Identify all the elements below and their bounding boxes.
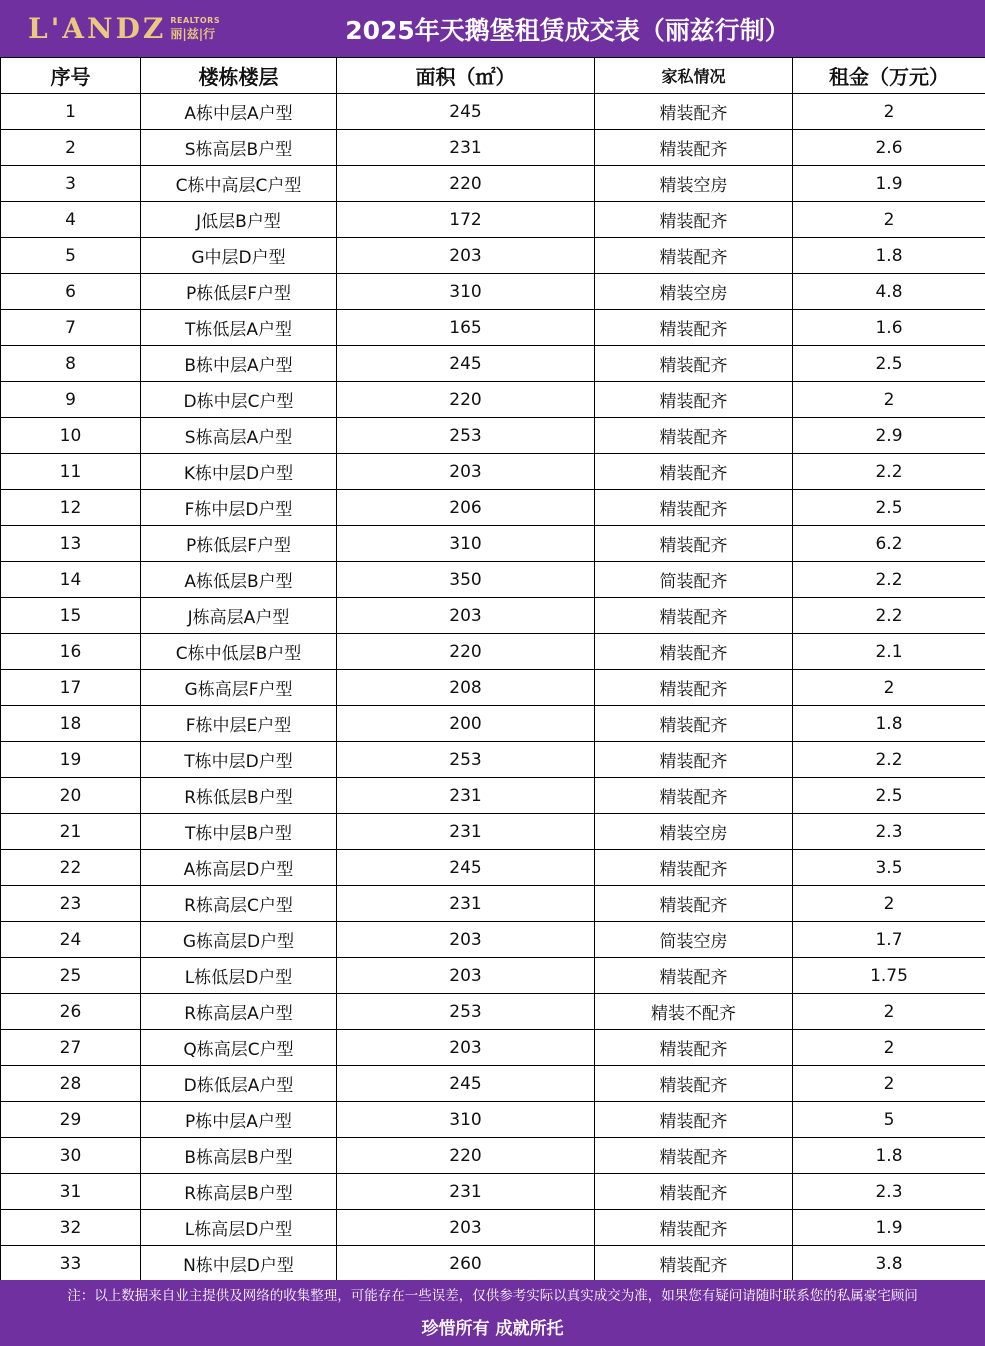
cell-index: 16	[1, 634, 141, 670]
cell-building-floor: P栋低层F户型	[141, 274, 337, 310]
cell-building-floor: R栋低层B户型	[141, 778, 337, 814]
cell-furnishing: 精装配齐	[595, 130, 793, 166]
table-row	[1, 742, 985, 778]
col-header-area: 面积（㎡）	[337, 58, 595, 94]
cell-area: 245	[337, 94, 595, 130]
cell-index: 22	[1, 850, 141, 886]
cell-rent: 3.8	[793, 1246, 985, 1282]
cell-index: 13	[1, 526, 141, 562]
cell-area: 310	[337, 1102, 595, 1138]
cell-area: 231	[337, 886, 595, 922]
cell-index: 29	[1, 1102, 141, 1138]
cell-rent: 2	[793, 886, 985, 922]
cell-building-floor: F栋中层E户型	[141, 706, 337, 742]
cell-rent: 1.8	[793, 238, 985, 274]
cell-furnishing: 精装配齐	[595, 310, 793, 346]
cell-rent: 2.3	[793, 1174, 985, 1210]
cell-furnishing: 精装配齐	[595, 670, 793, 706]
cell-index: 27	[1, 1030, 141, 1066]
cell-rent: 2.5	[793, 778, 985, 814]
cell-building-floor: D栋低层A户型	[141, 1066, 337, 1102]
cell-area: 203	[337, 238, 595, 274]
cell-area: 231	[337, 814, 595, 850]
col-header-index: 序号	[1, 58, 141, 94]
cell-building-floor: S栋高层A户型	[141, 418, 337, 454]
logo-realtors: REALTORS	[170, 15, 221, 25]
cell-index: 19	[1, 742, 141, 778]
cell-area: 220	[337, 382, 595, 418]
cell-index: 26	[1, 994, 141, 1030]
table-row	[1, 1174, 985, 1210]
cell-building-floor: L栋低层D户型	[141, 958, 337, 994]
cell-building-floor: C栋中低层B户型	[141, 634, 337, 670]
cell-furnishing: 精装配齐	[595, 202, 793, 238]
table-row	[1, 454, 985, 490]
cell-index: 15	[1, 598, 141, 634]
cell-index: 10	[1, 418, 141, 454]
cell-furnishing: 精装配齐	[595, 958, 793, 994]
cell-furnishing: 精装配齐	[595, 886, 793, 922]
cell-area: 203	[337, 922, 595, 958]
cell-area: 206	[337, 490, 595, 526]
cell-index: 31	[1, 1174, 141, 1210]
cell-area: 260	[337, 1246, 595, 1282]
cell-index: 7	[1, 310, 141, 346]
cell-index: 9	[1, 382, 141, 418]
page-title: 2025年天鹅堡租赁成交表（丽兹行制）	[345, 15, 790, 45]
cell-furnishing: 精装配齐	[595, 382, 793, 418]
cell-area: 172	[337, 202, 595, 238]
table-row	[1, 202, 985, 238]
table-row	[1, 382, 985, 418]
cell-rent: 2.2	[793, 562, 985, 598]
cell-building-floor: B栋高层B户型	[141, 1138, 337, 1174]
table-row	[1, 634, 985, 670]
cell-furnishing: 精装配齐	[595, 1138, 793, 1174]
cell-furnishing: 精装配齐	[595, 490, 793, 526]
cell-building-floor: J低层B户型	[141, 202, 337, 238]
cell-building-floor: Q栋高层C户型	[141, 1030, 337, 1066]
cell-rent: 2	[793, 382, 985, 418]
cell-rent: 1.6	[793, 310, 985, 346]
table-body	[1, 94, 985, 1282]
cell-area: 231	[337, 130, 595, 166]
cell-area: 203	[337, 1030, 595, 1066]
cell-index: 21	[1, 814, 141, 850]
cell-area: 208	[337, 670, 595, 706]
cell-furnishing: 精装配齐	[595, 742, 793, 778]
cell-index: 33	[1, 1246, 141, 1282]
cell-building-floor: G栋高层F户型	[141, 670, 337, 706]
cell-rent: 4.8	[793, 274, 985, 310]
cell-area: 245	[337, 1066, 595, 1102]
table-row	[1, 1066, 985, 1102]
cell-building-floor: F栋中层D户型	[141, 490, 337, 526]
cell-building-floor: P栋中层A户型	[141, 1102, 337, 1138]
table-row	[1, 94, 985, 130]
cell-furnishing: 精装配齐	[595, 94, 793, 130]
cell-area: 231	[337, 1174, 595, 1210]
table-row	[1, 1138, 985, 1174]
cell-rent: 1.8	[793, 1138, 985, 1174]
cell-furnishing: 简装空房	[595, 922, 793, 958]
table-row	[1, 886, 985, 922]
cell-rent: 1.75	[793, 958, 985, 994]
cell-index: 1	[1, 94, 141, 130]
table-row	[1, 958, 985, 994]
cell-area: 245	[337, 850, 595, 886]
table-row	[1, 130, 985, 166]
cell-rent: 2	[793, 202, 985, 238]
slogan: 珍惜所有 成就所托	[421, 1319, 564, 1339]
cell-building-floor: T栋中层D户型	[141, 742, 337, 778]
cell-building-floor: G中层D户型	[141, 238, 337, 274]
cell-furnishing: 精装配齐	[595, 706, 793, 742]
cell-index: 14	[1, 562, 141, 598]
cell-area: 350	[337, 562, 595, 598]
table-row	[1, 274, 985, 310]
cell-furnishing: 精装配齐	[595, 1174, 793, 1210]
table-row	[1, 1246, 985, 1282]
cell-building-floor: R栋高层A户型	[141, 994, 337, 1030]
table-row	[1, 562, 985, 598]
cell-rent: 2.5	[793, 490, 985, 526]
cell-rent: 1.7	[793, 922, 985, 958]
cell-building-floor: B栋中层A户型	[141, 346, 337, 382]
cell-rent: 1.8	[793, 706, 985, 742]
cell-area: 253	[337, 994, 595, 1030]
cell-rent: 2.1	[793, 634, 985, 670]
logo-wordmark: L'ANDZ	[28, 11, 167, 45]
col-header-rent: 租金（万元）	[793, 58, 985, 94]
cell-rent: 3.5	[793, 850, 985, 886]
cell-furnishing: 精装配齐	[595, 634, 793, 670]
cell-rent: 2	[793, 994, 985, 1030]
cell-building-floor: G栋高层D户型	[141, 922, 337, 958]
cell-index: 30	[1, 1138, 141, 1174]
cell-index: 17	[1, 670, 141, 706]
cell-area: 203	[337, 958, 595, 994]
table-row	[1, 1102, 985, 1138]
footer-bar	[0, 1280, 985, 1346]
logo-chinese: 丽|兹|行	[170, 26, 216, 41]
disclaimer-note: 注：以上数据来自业主提供及网络的收集整理，可能存在一些误差，仅供参考实际以真实成交为准，如果您有疑问请随时联系您的私属豪宅顾问	[67, 1288, 918, 1304]
cell-index: 25	[1, 958, 141, 994]
cell-rent: 2.6	[793, 130, 985, 166]
cell-index: 20	[1, 778, 141, 814]
cell-building-floor: T栋低层A户型	[141, 310, 337, 346]
cell-building-floor: R栋高层C户型	[141, 886, 337, 922]
rental-table	[0, 57, 985, 1282]
cell-area: 200	[337, 706, 595, 742]
cell-building-floor: K栋中层D户型	[141, 454, 337, 490]
cell-area: 231	[337, 778, 595, 814]
header-bar	[0, 0, 985, 57]
cell-furnishing: 精装配齐	[595, 1210, 793, 1246]
cell-furnishing: 精装空房	[595, 814, 793, 850]
table-row	[1, 922, 985, 958]
table-row	[1, 166, 985, 202]
table-row	[1, 238, 985, 274]
cell-index: 24	[1, 922, 141, 958]
cell-furnishing: 精装配齐	[595, 418, 793, 454]
table-row	[1, 850, 985, 886]
cell-building-floor: J栋高层A户型	[141, 598, 337, 634]
cell-index: 6	[1, 274, 141, 310]
table-row	[1, 1210, 985, 1246]
table-row	[1, 490, 985, 526]
cell-furnishing: 精装配齐	[595, 778, 793, 814]
table-row	[1, 670, 985, 706]
table-row	[1, 310, 985, 346]
cell-rent: 2.3	[793, 814, 985, 850]
cell-area: 245	[337, 346, 595, 382]
cell-rent: 5	[793, 1102, 985, 1138]
table-row	[1, 778, 985, 814]
cell-index: 23	[1, 886, 141, 922]
cell-rent: 2.5	[793, 346, 985, 382]
cell-building-floor: R栋高层B户型	[141, 1174, 337, 1210]
table-header-row	[1, 58, 985, 94]
cell-rent: 2.2	[793, 742, 985, 778]
cell-building-floor: C栋中高层C户型	[141, 166, 337, 202]
cell-index: 4	[1, 202, 141, 238]
logo-side	[170, 17, 220, 40]
table-row	[1, 526, 985, 562]
cell-area: 165	[337, 310, 595, 346]
cell-building-floor: N栋中层D户型	[141, 1246, 337, 1282]
cell-area: 253	[337, 742, 595, 778]
table-row	[1, 814, 985, 850]
cell-furnishing: 简装配齐	[595, 562, 793, 598]
cell-furnishing: 精装配齐	[595, 1066, 793, 1102]
cell-furnishing: 精装空房	[595, 166, 793, 202]
cell-area: 253	[337, 418, 595, 454]
cell-furnishing: 精装空房	[595, 274, 793, 310]
cell-area: 310	[337, 274, 595, 310]
cell-area: 203	[337, 454, 595, 490]
table-row	[1, 346, 985, 382]
cell-rent: 6.2	[793, 526, 985, 562]
cell-index: 32	[1, 1210, 141, 1246]
table-row	[1, 418, 985, 454]
cell-building-floor: T栋中层B户型	[141, 814, 337, 850]
cell-area: 203	[337, 598, 595, 634]
cell-area: 220	[337, 166, 595, 202]
cell-furnishing: 精装配齐	[595, 850, 793, 886]
table-row	[1, 706, 985, 742]
cell-furnishing: 精装不配齐	[595, 994, 793, 1030]
cell-index: 5	[1, 238, 141, 274]
cell-furnishing: 精装配齐	[595, 1246, 793, 1282]
landz-logo	[28, 10, 220, 46]
col-header-furnishing: 家私情况	[595, 58, 793, 94]
cell-rent: 2.2	[793, 454, 985, 490]
cell-area: 310	[337, 526, 595, 562]
cell-furnishing: 精装配齐	[595, 526, 793, 562]
cell-index: 11	[1, 454, 141, 490]
cell-index: 12	[1, 490, 141, 526]
cell-building-floor: L栋高层D户型	[141, 1210, 337, 1246]
cell-rent: 1.9	[793, 166, 985, 202]
cell-index: 28	[1, 1066, 141, 1102]
cell-area: 203	[337, 1210, 595, 1246]
cell-furnishing: 精装配齐	[595, 346, 793, 382]
cell-furnishing: 精装配齐	[595, 454, 793, 490]
cell-index: 2	[1, 130, 141, 166]
cell-rent: 2.2	[793, 598, 985, 634]
cell-rent: 2	[793, 1030, 985, 1066]
cell-furnishing: 精装配齐	[595, 1030, 793, 1066]
table-row	[1, 994, 985, 1030]
cell-furnishing: 精装配齐	[595, 1102, 793, 1138]
table-row	[1, 598, 985, 634]
cell-index: 18	[1, 706, 141, 742]
cell-building-floor: A栋中层A户型	[141, 94, 337, 130]
cell-building-floor: A栋低层B户型	[141, 562, 337, 598]
cell-index: 3	[1, 166, 141, 202]
cell-building-floor: P栋低层F户型	[141, 526, 337, 562]
table-row	[1, 1030, 985, 1066]
cell-furnishing: 精装配齐	[595, 238, 793, 274]
cell-area: 220	[337, 634, 595, 670]
cell-index: 8	[1, 346, 141, 382]
cell-building-floor: D栋中层C户型	[141, 382, 337, 418]
cell-building-floor: S栋高层B户型	[141, 130, 337, 166]
cell-rent: 2	[793, 670, 985, 706]
cell-rent: 2	[793, 94, 985, 130]
cell-rent: 2.9	[793, 418, 985, 454]
cell-rent: 1.9	[793, 1210, 985, 1246]
col-header-building-floor: 楼栋楼层	[141, 58, 337, 94]
cell-rent: 2	[793, 1066, 985, 1102]
cell-area: 220	[337, 1138, 595, 1174]
cell-furnishing: 精装配齐	[595, 598, 793, 634]
cell-building-floor: A栋高层D户型	[141, 850, 337, 886]
